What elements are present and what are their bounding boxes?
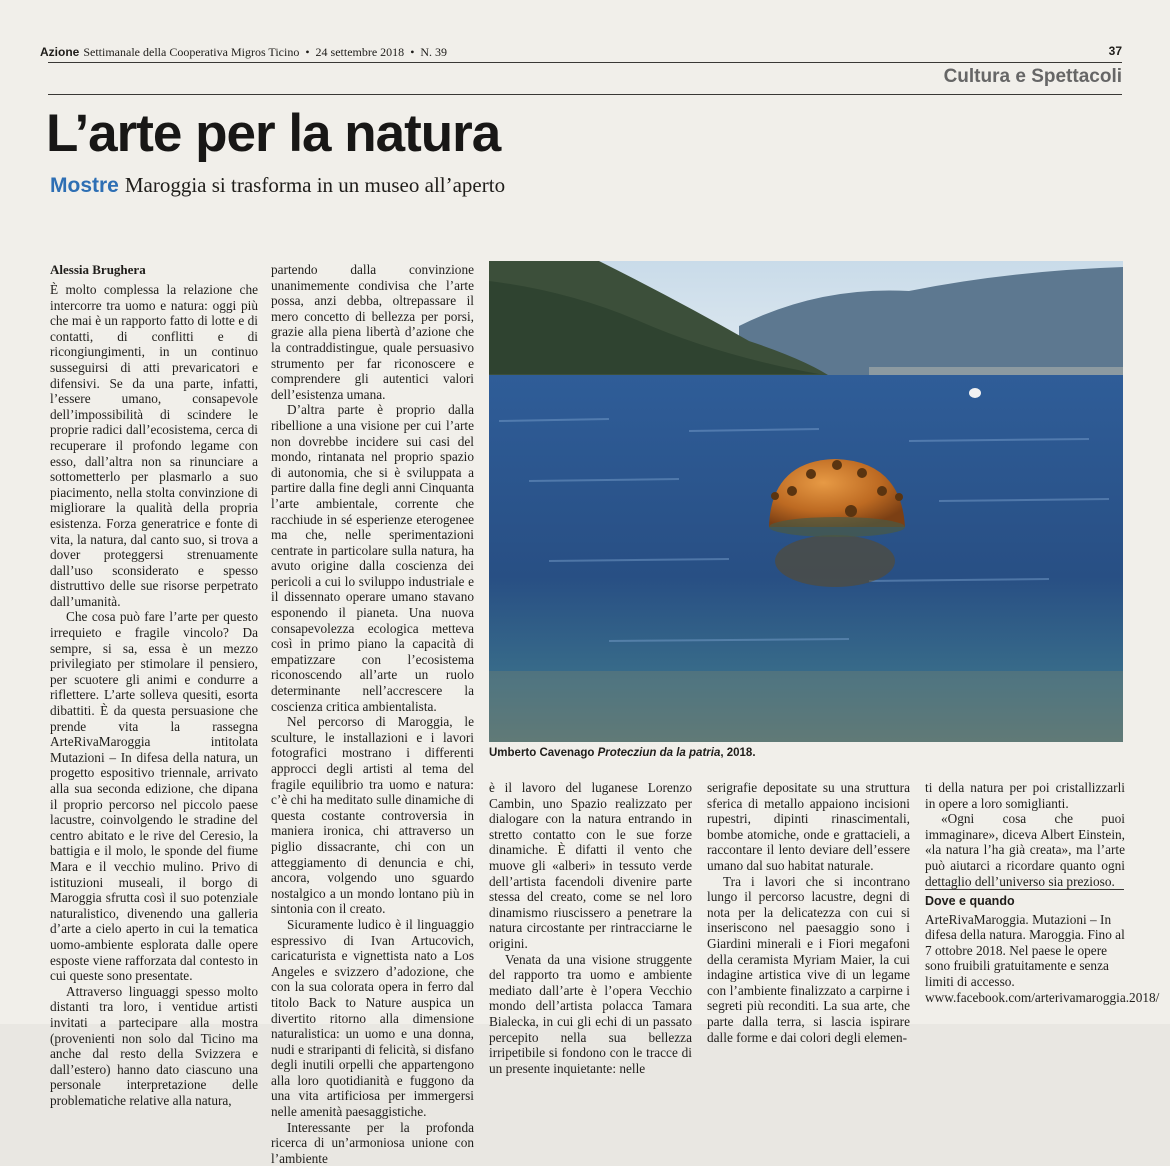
paragraph: Che cosa può fare l’arte per questo irrequieto e fragile vincolo? Da sempre, si sa, essa è un mezzo privilegiato per stimolare il pensiero, per scuotere gli animi e condurre a riflettere. L’arte solleva quesiti, esorta dibattiti. È da questa persuasione che prende vita la rassegna ArteRivaMaroggia intitolata Mutazioni – In difesa della natura, un progetto espositivo triennale, arrivato alla sua seconda edizione, che dipana il proprio percorso nel piccolo paese lacustre, coinvolgendo le stradine del centro abitato e le rive del Ceresio, la battigia e il molo, le sponde del fiume Mara e il vecchio mulino. Privo di istituzioni museali, il borgo di Maroggia sfrutta così il suo potenziale naturalistico, divenendo una galleria d’arte a cielo aperto in cui la tematica uomo-ambiente esplorata dalle opere esposte viene rafforzata dal contesto in cui queste sono presentate. [50, 609, 258, 984]
paragraph: Sicuramente ludico è il linguaggio espressivo di Ivan Artucovich, caricaturista e vignettista nato a Los Angeles e svizzero d’adozione, che con la sua colorata opera in ferro dal titolo Back to Nature auspica un divertito ritorno alla dimensione naturalistica: un uomo e una donna, nudi e straripanti di felicità, si disfano degli inutili orpelli che appartengono alla loro quotidianità e fuggono da una vita artificiosa per immergersi nelle amenità paesaggistiche. [271, 916, 474, 1120]
article-column-2 [271, 262, 474, 1166]
paragraph: Nel percorso di Maroggia, le sculture, le installazioni e i lavori fotografici mostrano i differenti approcci degli artisti al tema del fragile equilibrio tra uomo e natura: c’è chi ha meditato sulle dinamiche di questa costante controversia in maniera ironica, chi attraverso un piglio dissacrante, chi con un atteggiamento di denuncia e chi, ancora, volgendo uno sguardo nostalgico a un mondo lontano più in sintonia con il creato. [271, 714, 474, 917]
info-box [925, 894, 1160, 1005]
kicker: Mostre [50, 174, 119, 197]
paragraph: «Ogni cosa che puoi immaginare», diceva Albert Einstein, «la natura l’ha già creata», ma l’arte può aiutarci a ricordare quanto ogni dettaglio dell’universo sia prezioso. [925, 811, 1125, 889]
subheadline [50, 173, 505, 198]
masthead-separator: • [305, 44, 310, 59]
masthead [40, 44, 1122, 60]
paragraph: è il lavoro del luganese Lorenzo Cambin, uno Spazio realizzato per dialogare con la natura entrando in stretto contatto con le sue forze dinamiche. È difatti il vento che muove gli «alberi» in tessuto verde dell’artista facendoli divenire parte stessa del creato, come se nel loro dinamismo riuscissero a penetrare la natura circostante per rintracciarne le origini. [489, 780, 692, 951]
paragraph: Tra i lavori che si incontrano lungo il percorso lacustre, degni di nota per la delicatezza con cui si inseriscono nel paesaggio sono i Giardini minerali e i Fiori megafoni della ceramista Myriam Maier, la cui indagine artistica vive di un legame con l’ambiente finalizzato a carpirne i segreti più reconditi. La sua arte, che parte dalla terra, si lascia ispirare dalle forme e dai colori degli elemen- [707, 873, 910, 1045]
masthead-rule [48, 62, 1122, 63]
info-text: ArteRivaMaroggia. Mutazioni – In difesa della natura. Maroggia. Fino al 7 ottobre 2018. Nel paese le opere sono fruibili gratuitamente e senza limiti di accesso. www.facebook.com/arterivamaroggia.2018/ [925, 911, 1160, 1005]
caption-artist: Umberto Cavenago [489, 747, 595, 759]
caption-year: , 2018. [720, 747, 756, 759]
article-column-1 [50, 282, 258, 1108]
author-byline: Alessia Brughera [50, 262, 146, 277]
lake-sculpture-photo [489, 261, 1123, 742]
headline: L’arte per la natura [46, 104, 501, 163]
masthead-brand: Azione [40, 45, 80, 59]
paragraph: È molto complessa la relazione che intercorre tra uomo e natura: oggi più che mai è un rapporto fatto di lotte e di contatti, di conflitti e di ricongiungimenti, in un continuo susseguirsi di atti prevaricatori e difensivi. Se da una parte, infatti, l’essere umano, consapevole dell’impossibilità di scindere le proprie radici dall’ecosistema, cerca di recuperare il profondo legame con esso, dall’altra non sa rinunciare a sottometterlo per plasmarlo a suo piacimento, nella stolta convinzione di migliorare la qualità della propria esistenza. Forza generatrice e fonte di vita, la natura, dal canto suo, si trova a dover proteggersi strenuamente dall’uso sconsiderato e spesso distruttivo delle sue risorse perpetrato dall’umanità. [50, 282, 258, 609]
section-rule [48, 94, 1122, 95]
paragraph: serigrafie depositate su una struttura sferica di metallo appaiono incisioni rupestri, dipinti rinascimentali, bombe atomiche, onde e grattacieli, a raccontare il lento deviare dell’essere umano dal suo habitat naturale. [707, 780, 910, 873]
masthead-tagline: Settimanale della Cooperativa Migros Ticino [83, 44, 300, 59]
paragraph: Interessante per la profonda ricerca di un’armoniosa unione con l’ambiente [271, 1119, 474, 1166]
article-photo [489, 261, 1123, 742]
page-number: 37 [1108, 44, 1122, 58]
photo-caption [489, 747, 756, 759]
masthead-issue: N. 39 [420, 44, 448, 59]
masthead-date: 24 settembre 2018 [315, 44, 405, 59]
paragraph: partendo dalla convinzione unanimemente condivisa che l’arte possa, anzi debba, oltrepassare il mero concetto di bellezza per porsi, grazie alla piena libertà d’azione che la contraddistingue, quale persuasivo strumento per far riconoscere e comprendere gli autentici valori dell’esistenza umana. [271, 262, 474, 402]
paragraph: ti della natura per poi cristallizzarli in opere a loro somiglianti. [925, 780, 1125, 811]
masthead-separator: • [410, 44, 415, 59]
article-column-3 [489, 780, 692, 1076]
info-box-rule [925, 889, 1124, 890]
article-column-5 [925, 780, 1125, 889]
caption-title: Protecziun da la patria [597, 747, 721, 759]
subhead-text: Maroggia si trasforma in un museo all’aperto [124, 173, 506, 197]
paragraph: D’altra parte è proprio dalla ribellione a una visione per cui l’arte non dovrebbe incidere sui casi del mondo, rintanata nel proprio spazio di autonomia, che si è sviluppata a partire dalla fine degli anni Cinquanta l’arte ambientale, corrente che racchiude in sé esperienze eterogenee ma che, nelle sperimentazioni centrate in particolare sulla natura, ha avuto origine dalla coscienza dei pericoli a cui lo sviluppo industriale e il dissennato operare umano stavano esponendo il pianeta. Una nuova consapevolezza ecologica metteva così in primo piano la capacità di empatizzare con l’ecosistema riconoscendo all’arte un ruolo determinante nell’accrescere la coscienza critica ambientalista. [271, 402, 474, 714]
paragraph: Attraverso linguaggi spesso molto distanti tra loro, i ventidue artisti invitati a partecipare alla mostra (provenienti non solo dal Ticino ma anche dal resto della Svizzera e dall’estero) hanno dato ciascuno una personale interpretazione delle problematiche relative alla natura, [50, 983, 258, 1108]
info-heading: Dove e quando [925, 894, 1015, 908]
paragraph: Venata da una visione struggente del rapporto tra uomo e ambiente mediato dall’arte è l’opera Vecchio mondo dell’artista polacca Tamara Bialecka, in cui gli echi di un passato percepito nella sua bellezza irripetibile si fondono con le tracce di un presente inquietante: nelle [489, 951, 692, 1076]
article-column-4 [707, 780, 910, 1045]
section-title: Cultura e Spettacoli [943, 66, 1122, 87]
